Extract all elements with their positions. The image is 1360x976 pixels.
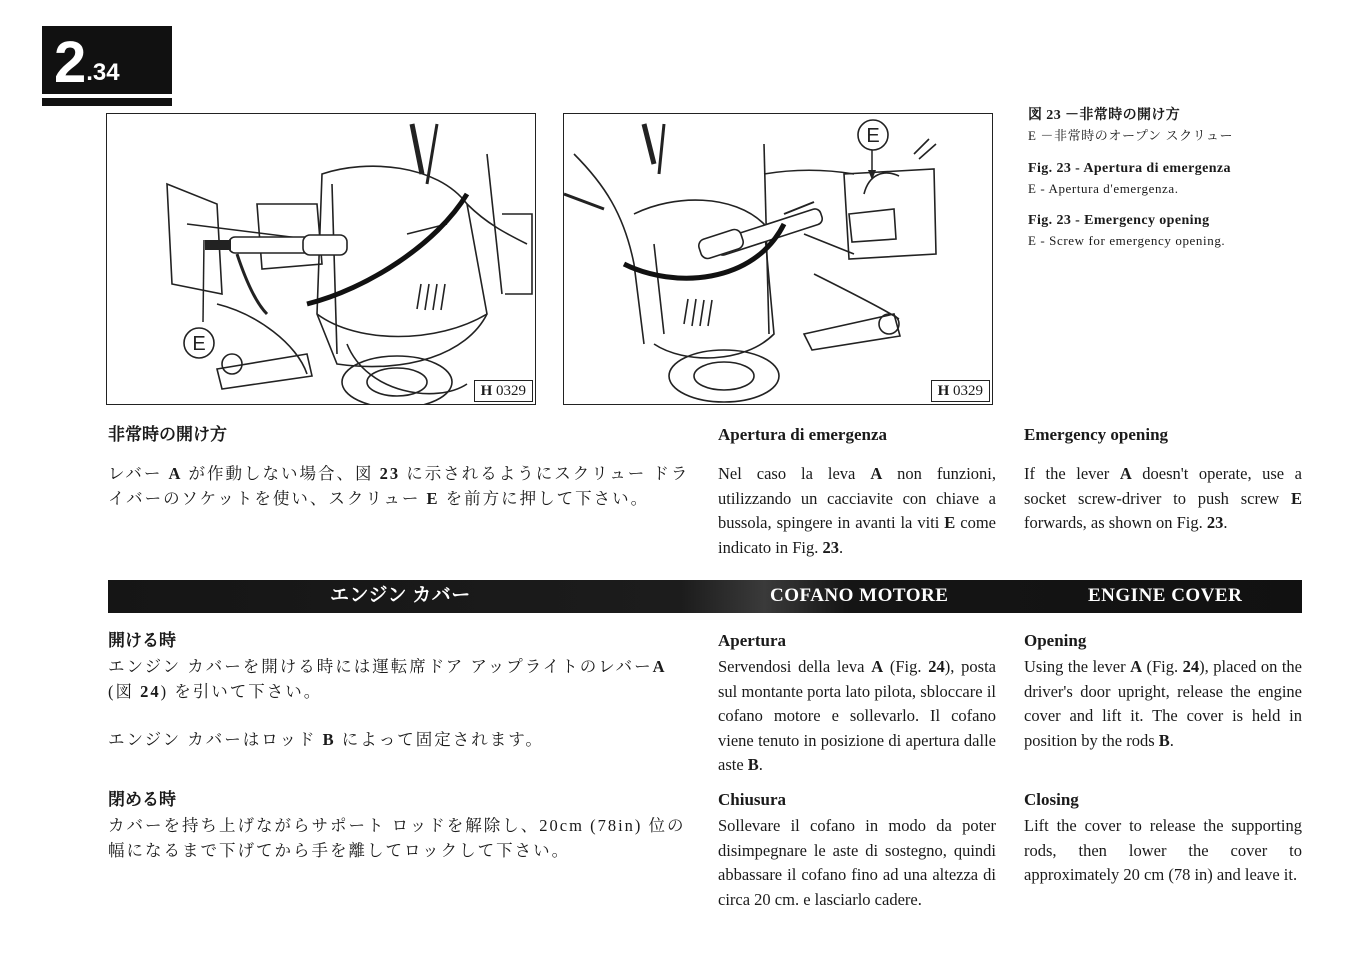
caption-subtitle: E －非常時のオープン スクリュー <box>1028 128 1234 143</box>
closing-heading-en: Closing <box>1024 790 1079 809</box>
opening-heading-jp: 開ける時 <box>108 631 176 650</box>
opening-heading-en: Opening <box>1024 631 1087 650</box>
figure-23-right <box>563 113 993 405</box>
closing-heading-it: Chiusura <box>718 790 787 809</box>
figure-caption-en <box>1028 211 1328 251</box>
chapter-number: 2 <box>54 30 87 95</box>
page-number-badge <box>42 26 172 94</box>
opening-text-it: Servendosi della leva A (Fig. 24), posta sul montante porta lato pilota, sbloccare il cofano motore e sollevarlo. Il cofano viene tenuto in posizione di apertura dalle aste B. <box>718 657 996 774</box>
figure-code-label: H 0329 <box>474 380 533 402</box>
figure-caption-jp <box>1028 106 1328 146</box>
closing-text-en: Lift the cover to release the supporting rods, then lower the cover to approximately 20 cm (78 in) and leave it. <box>1024 816 1302 884</box>
callout-leader-line <box>203 240 204 322</box>
caption-title: Fig. 23 - Apertura di emergenza <box>1028 161 1231 176</box>
caption-subtitle: E - Apertura d'emergenza. <box>1028 181 1179 196</box>
engine-lid-illustration-right <box>564 114 992 404</box>
emergency-heading-it: Apertura di emergenza <box>718 425 888 444</box>
page-number: .34 <box>86 59 120 86</box>
callout-e-label: E <box>192 333 206 355</box>
opening-text-en: Using the lever A (Fig. 24), placed on the driver's door upright, release the engine cover and lift it. The cover is held in position by the rods B. <box>1024 657 1302 750</box>
section-title-en: ENGINE COVER <box>1088 585 1243 606</box>
engine-lid-illustration-left <box>107 114 535 404</box>
closing-heading-jp: 閉める時 <box>108 790 176 809</box>
emergency-heading-jp: 非常時の開け方 <box>108 425 227 444</box>
emergency-heading-en: Emergency opening <box>1024 425 1169 444</box>
emergency-text-jp: レバー A が作動しない場合、図 23 に示されるようにスクリュー ドライバーのソケットを使い、スクリュー E を前方に押して下さい。 <box>108 464 690 508</box>
emergency-text-it: Nel caso la leva A non funzioni, utilizzando un cacciavite con chiave a bussola, spingere in avanti la viti E come indicato in Fig. 23. <box>718 464 996 557</box>
figure-caption-it <box>1028 159 1328 199</box>
section-title-it: COFANO MOTORE <box>770 585 949 606</box>
figure-code-label: H 0329 <box>931 380 990 402</box>
emergency-text-en: If the lever A doesn't operate, use a socket screw-driver to push screw E forwards, as shown on Fig. 23. <box>1024 464 1303 532</box>
header-rule <box>42 98 172 106</box>
closing-text-jp: カバーを持ち上げながらサポート ロッドを解除し、20cm (78in) 位の幅になるまで下げてから手を離してロックして下さい。 <box>108 816 686 860</box>
closing-text-it: Sollevare il cofano in modo da poter disimpegnare le aste di sostegno, quindi abbassare il cofano fino ad una altezza di circa 20 cm. e lasciarlo cadere. <box>718 816 996 909</box>
callout-e-label: E <box>866 125 880 147</box>
figure-23-left <box>106 113 536 405</box>
caption-title: Fig. 23 - Emergency opening <box>1028 213 1210 228</box>
opening-text-jp: エンジン カバーを開ける時には運転席ドア アップライトのレバーA (図 24) を引いて下さい。 <box>108 657 667 701</box>
section-title-jp: エンジン カバー <box>330 585 471 606</box>
opening-rods-text-jp: エンジン カバーはロッド B によって固定されます。 <box>108 730 544 749</box>
opening-heading-it: Apertura <box>718 631 786 650</box>
section-bar-engine-cover <box>108 580 1302 613</box>
caption-title: 図 23 －非常時の開け方 <box>1028 108 1181 123</box>
caption-subtitle: E - Screw for emergency opening. <box>1028 233 1226 248</box>
